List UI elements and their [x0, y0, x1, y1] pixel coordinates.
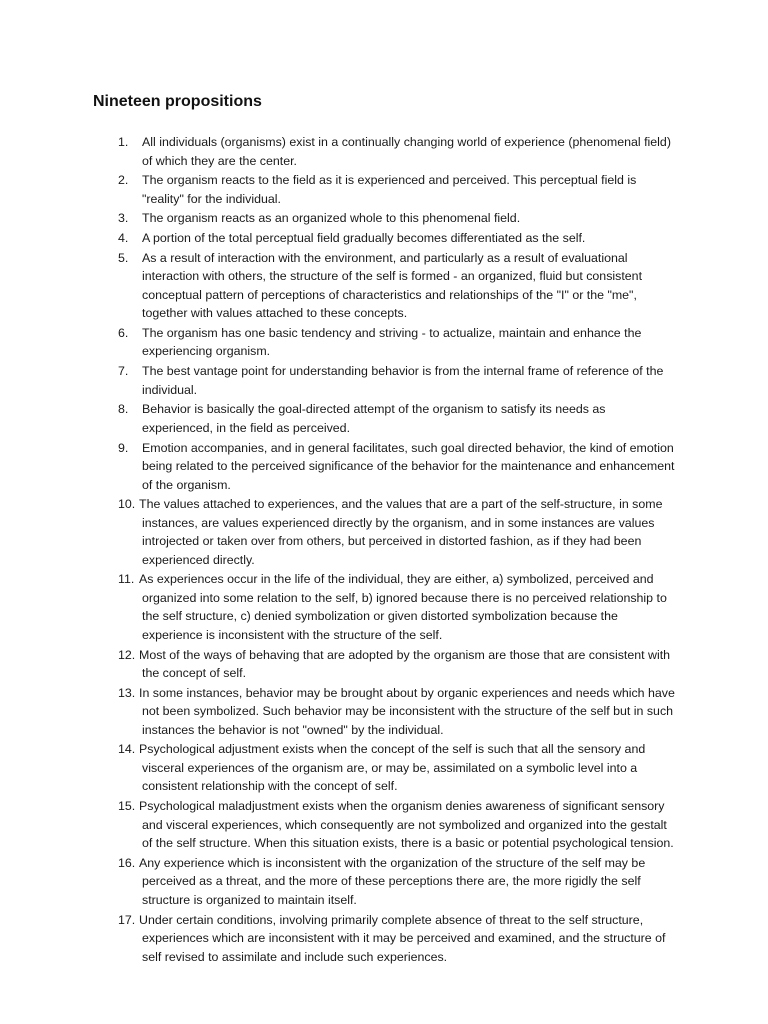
proposition-text: Emotion accompanies, and in general facilitates, such goal directed behavior, the kind of emotion being related to the perceived significance of the behavior for the maintenance and enhancement of the organism.: [142, 440, 675, 492]
proposition-item: [118, 911, 678, 967]
proposition-item: [118, 400, 678, 437]
proposition-text: Any experience which is inconsistent with the organization of the structure of the self may be perceived as a threat, and the more of these perceptions there are, the more rigidly the self structure is organized to maintain itself.: [139, 855, 646, 907]
proposition-text: The organism reacts as an organized whole to this phenomenal field.: [142, 211, 521, 226]
proposition-item: [118, 171, 678, 208]
proposition-text: As experiences occur in the life of the individual, they are either, a) symbolized, perceived and organized into some relation to the self, b) ignored because there is no perceived relationship to the self structure, c) denied symbolization or given distorted symbolization because the experience is inconsistent with the structure of the self.: [139, 572, 667, 642]
proposition-number: 3.: [118, 211, 129, 226]
proposition-number: 12.: [118, 647, 136, 662]
page-title: Nineteen propositions: [93, 93, 262, 110]
proposition-item: [118, 854, 678, 910]
proposition-item: [118, 797, 678, 853]
proposition-item: [118, 362, 678, 399]
proposition-text: All individuals (organisms) exist in a continually changing world of experience (phenomenal field) of which they are the center.: [142, 135, 671, 168]
proposition-number: 9.: [118, 440, 129, 455]
proposition-number: 16.: [118, 855, 136, 870]
proposition-number: 17.: [118, 912, 136, 927]
proposition-text: The organism reacts to the field as it is experienced and perceived. This perceptual field is "reality" for the individual.: [142, 173, 637, 206]
proposition-number: 11.: [118, 572, 135, 587]
proposition-number: 5.: [118, 250, 129, 265]
proposition-number: 1.: [118, 135, 129, 149]
proposition-text: Psychological maladjustment exists when the organism denies awareness of significant sensory and visceral experiences, which consequently are not symbolized and organized into the gestalt of the self structure. When this situation exists, there is a basic or potential psychological tension.: [139, 799, 674, 851]
proposition-item: [118, 324, 678, 361]
proposition-number: 15.: [118, 799, 136, 814]
proposition-text: A portion of the total perceptual field gradually becomes differentiated as the self.: [142, 231, 586, 246]
proposition-item: [118, 249, 678, 323]
proposition-text: Most of the ways of behaving that are adopted by the organism are those that are consistent with the concept of self.: [139, 647, 671, 681]
proposition-number: 7.: [118, 364, 129, 379]
proposition-item: [118, 439, 678, 495]
proposition-number: 8.: [118, 402, 129, 417]
proposition-item: [118, 684, 678, 740]
proposition-text: In some instances, behavior may be brought about by organic experiences and needs which have not been symbolized. Such behavior may be inconsistent with the structure of the self but in such instances the behavior is not "owned" by the individual.: [139, 685, 675, 737]
proposition-number: 2.: [118, 173, 129, 188]
propositions-list: [118, 133, 678, 967]
proposition-text: Under certain conditions, involving primarily complete absence of threat to the self structure, experiences which are inconsistent with it may be perceived and examined, and the structure of self revised to assimilate and include such experiences.: [139, 912, 666, 964]
proposition-number: 6.: [118, 325, 129, 340]
proposition-item: [118, 229, 678, 248]
proposition-text: The best vantage point for understanding behavior is from the internal frame of reference of the individual.: [142, 364, 664, 397]
proposition-item: [118, 209, 678, 228]
proposition-number: 10.: [118, 497, 136, 512]
proposition-item: [118, 740, 678, 796]
proposition-item: [118, 646, 678, 683]
proposition-number: 13.: [118, 685, 136, 700]
proposition-item: [118, 495, 678, 569]
proposition-item: [118, 133, 678, 170]
proposition-text: Behavior is basically the goal-directed attempt of the organism to satisfy its needs as experienced, in the field as perceived.: [142, 402, 606, 435]
proposition-text: Psychological adjustment exists when the concept of the self is such that all the sensory and visceral experiences of the organism are, or may be, assimilated on a symbolic level into a consistent relationship with the concept of self.: [139, 742, 646, 794]
proposition-number: 4.: [118, 231, 129, 246]
proposition-item: [118, 570, 678, 644]
proposition-text: As a result of interaction with the environment, and particularly as a result of evaluational interaction with others, the structure of the self is formed - an organized, fluid but consistent conceptual pattern of perceptions of characteristics and relationships of the "I" or the "me", together with values attached to these concepts.: [142, 250, 643, 321]
proposition-text: The organism has one basic tendency and striving - to actualize, maintain and enhance the experiencing organism.: [142, 325, 642, 359]
proposition-number: 14.: [118, 742, 136, 757]
proposition-text: The values attached to experiences, and the values that are a part of the self-structure, in some instances, are values experienced directly by the organism, and in some instances are values introjected or taken over from others, but perceived in distorted fashion, as if they had been experienced directly.: [139, 497, 663, 567]
